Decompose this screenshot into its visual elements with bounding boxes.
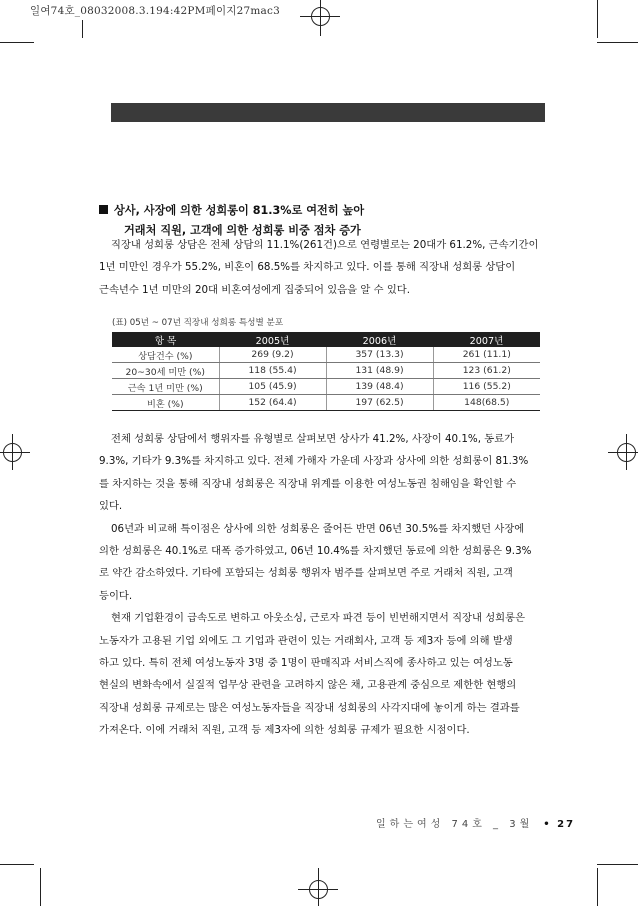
intro-line: 1년 미만인 경우가 55.2%, 비혼이 68.5%를 차지하고 있다. 이를 통해 직장내 성희롱 상담이 [99, 261, 516, 274]
crop-mark [0, 42, 34, 43]
crop-mark [597, 864, 638, 865]
table-cell: 20~30세 미만 (%) [112, 363, 219, 379]
table-cell: 139 (48.4) [326, 379, 433, 395]
column-header: 2007년 [433, 332, 540, 347]
body-line: 전체 성희롱 상담에서 행위자를 유형별로 살펴보면 상사가 41.2%, 사장이 40.1%, 동료가 [111, 433, 515, 445]
column-header: 2005년 [219, 332, 326, 347]
section-heading-text: 상사, 사장에 의한 성희롱이 81.3%로 여전히 높아 [114, 204, 365, 217]
body-line: 를 차지하는 것을 통해 직장내 성희롱은 직장내 위계를 이용한 여성노동권 침해임을 확인할 수 [99, 477, 517, 490]
body-line: 9.3%, 기타가 9.3%를 차지하고 있다. 전체 가해자 가운데 사장과 상사에 의한 성희롱이 81.3% [99, 455, 529, 468]
registration-mark-top [300, 0, 340, 36]
intro-paragraph [99, 234, 545, 301]
page-footer [376, 815, 575, 830]
table-cell: 148(68.5) [433, 395, 540, 411]
crop-mark [0, 864, 34, 865]
table-cell: 상담건수 (%) [112, 347, 219, 363]
table-cell: 152 (64.4) [219, 395, 326, 411]
body-line: 직장내 성희롱 규제로는 많은 여성노동자들을 직장내 성희롱의 사각지대에 놓이게 하는 결과를 [99, 701, 520, 714]
table-header-row [112, 332, 540, 347]
intro-line: 직장내 성희롱 상담은 전체 상담의 11.1%(261건)으로 연령별로는 20대가 61.2%, 근속기간이 [111, 239, 539, 251]
body-line: 현실의 변화속에서 실질적 업무상 관련을 고려하지 않은 채, 고용관계 중심으로 제한한 현행의 [99, 679, 517, 692]
table-cell: 357 (13.3) [326, 347, 433, 363]
section-heading [99, 202, 364, 218]
column-header: 항 목 [112, 332, 219, 347]
table-caption: (표) 05년 ~ 07년 직장내 성희롱 특성별 분포 [112, 318, 284, 328]
table-row [112, 363, 540, 379]
statistics-table [112, 332, 540, 411]
printer-slug: 일여74호_08032008.3.194:42PM페이지27mac3 [30, 5, 280, 17]
table-row [112, 379, 540, 395]
crop-mark [82, 20, 83, 38]
body-line: 가져온다. 이에 거래처 직원, 고객 등 제3자에 의한 성희롱 규제가 필요한 시점이다. [99, 724, 470, 737]
body-line: 등이다. [99, 589, 133, 602]
column-header: 2006년 [326, 332, 433, 347]
registration-mark-bottom [298, 868, 338, 906]
crop-mark [597, 42, 638, 43]
crop-mark [597, 0, 598, 38]
table-cell: 105 (45.9) [219, 379, 326, 395]
table-cell: 269 (9.2) [219, 347, 326, 363]
body-line: 의한 성희롱은 40.1%로 대폭 증가하였고, 06년 10.4%를 차지했던 동료에 의한 성희롱은 9.3% [99, 545, 532, 558]
table-cell: 근속 1년 미만 (%) [112, 379, 219, 395]
crop-mark [40, 868, 41, 906]
intro-line: 근속년수 1년 미만의 20대 비혼여성에게 집중되어 있음을 알 수 있다. [99, 283, 410, 296]
body-line: 있다. [99, 500, 123, 513]
body-text [99, 428, 545, 742]
crop-mark [597, 868, 598, 906]
table-cell: 261 (11.1) [433, 347, 540, 363]
table-cell: 123 (61.2) [433, 363, 540, 379]
section-subheading: 거래처 직원, 고객에 의한 성희롱 비중 점차 증가 [124, 224, 361, 237]
body-line: 노동자가 고용된 기업 외에도 그 기업과 관련이 있는 거래회사, 고객 등 제3자 등에 의해 발생 [99, 634, 513, 647]
table-row [112, 395, 540, 411]
table-row [112, 347, 540, 363]
table-cell: 116 (55.2) [433, 379, 540, 395]
body-line: 하고 있다. 특히 전체 여성노동자 3명 중 1명이 판매직과 서비스직에 종사하고 있는 여성노동 [99, 657, 513, 670]
header-bar [111, 103, 545, 122]
table-cell: 118 (55.4) [219, 363, 326, 379]
registration-mark-right [608, 432, 638, 472]
registration-mark-left [0, 432, 30, 472]
body-line: 06년과 비교해 특이점은 상사에 의한 성희롱은 줄어든 반면 06년 30.5%를 차지했던 사장에 [111, 522, 525, 535]
table-cell: 비혼 (%) [112, 395, 219, 411]
table-cell: 197 (62.5) [326, 395, 433, 411]
page-number: • 27 [543, 819, 576, 830]
square-bullet-icon [99, 205, 108, 214]
table-cell: 131 (48.9) [326, 363, 433, 379]
body-line: 현재 기업환경이 급속도로 변하고 아웃소싱, 근로자 파견 등이 빈번해지면서 직장내 성희롱은 [111, 612, 525, 625]
body-line: 로 약간 감소하였다. 기타에 포함되는 성희롱 행위자 범주를 살펴보면 주로 거래처 직원, 고객 [99, 567, 513, 580]
footer-publication: 일하는여성 74호 _ 3월 [376, 819, 534, 830]
